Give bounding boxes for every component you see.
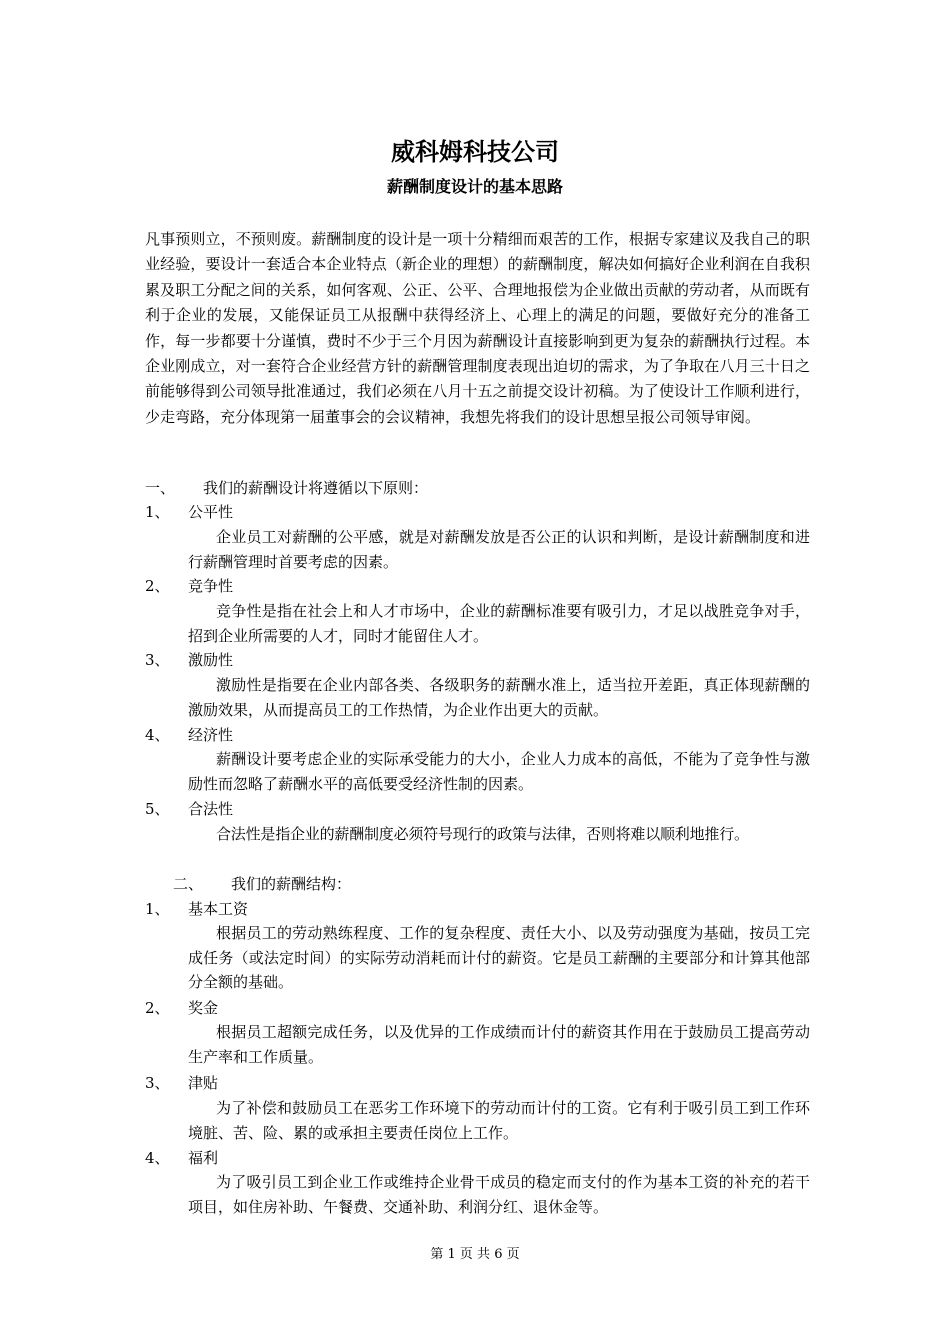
item-number: 4、 — [145, 726, 170, 744]
item-number: 4、 — [145, 1149, 170, 1167]
item-label: 公平性 — [188, 503, 234, 521]
item-description: 合法性是指企业的薪酬制度必须符号现行的政策与法律，否则将难以顺利地推行。 — [216, 825, 749, 843]
item-description: 根据员工的劳动熟练程度、工作的复杂程度、责任大小、以及劳动强度为基础，按员工完成任务（或法定时间）的实际劳动消耗而计付的薪资。它是员工薪酬的主要部分和计算其他部分全额的基础。 — [188, 924, 810, 992]
intro-paragraph: 凡事预则立，不预则废。薪酬制度的设计是一项十分精细而艰苦的工作，根据专家建议及我自己的职业经验，要设计一套适合本企业特点（新企业的理想）的薪酬制度，解决如何搞好企业利润在自我积累及职工分配之间的关系，如何客观、公正、公平、合理地报偿为企业做出贡献的劳动者，从而既有利于企业的发展，又能保证员工从报酬中获得经济上、心理上的满足的问题，要做好充分的准备工作，每一步都要十分谨慎，费时不少于三个月因为薪酬设计直接影响到更为复杂的薪酬执行过程。本企业刚成立，对一套符合企业经营方针的薪酬管理制度表现出迫切的需求，为了争取在八月三十日之前能够得到公司领导批准通过，我们必须在八月十五之前提交设计初稿。为了使设计工作顺利进行，少走弯路，充分体现第一届董事会的会议精神，我想先将我们的设计思想呈报公司领导审阅。 — [145, 230, 810, 426]
item-description: 根据员工超额完成任务，以及优异的工作成绩而计付的薪资其作用在于鼓励员工提高劳动生产率和工作质量。 — [188, 1023, 810, 1066]
list-item — [145, 897, 248, 921]
list-item — [145, 723, 233, 747]
item-number: 2、 — [145, 999, 170, 1017]
section-heading-structure — [173, 872, 351, 896]
list-item — [145, 500, 233, 524]
item-label: 奖金 — [188, 999, 219, 1017]
item-description: 企业员工对薪酬的公平感，就是对薪酬发放是否公正的认识和判断，是设计薪酬制度和进行薪酬管理时首要考虑的因素。 — [188, 528, 810, 571]
list-item — [145, 574, 233, 598]
list-item — [145, 1071, 218, 1095]
item-description: 激励性是指要在企业内部各类、各级职务的薪酬水准上，适当拉开差距，真正体现薪酬的激励效果，从而提高员工的工作热情，为企业作出更大的贡献。 — [188, 676, 810, 719]
item-label: 津贴 — [188, 1074, 219, 1092]
item-number: 1、 — [145, 503, 170, 521]
item-number: 2、 — [145, 577, 170, 595]
document-title: 威科姆科技公司 — [391, 138, 559, 166]
list-item — [145, 797, 233, 821]
item-number: 3、 — [145, 651, 170, 669]
item-description: 竞争性是指在社会上和人才市场中，企业的薪酬标准要有吸引力，才足以战胜竞争对手，招到企业所需要的人才，同时才能留住人才。 — [188, 602, 810, 645]
section-heading-principles — [145, 476, 428, 500]
item-label: 基本工资 — [188, 900, 249, 918]
document-subtitle: 薪酬制度设计的基本思路 — [386, 177, 563, 196]
item-number: 1、 — [145, 900, 170, 918]
item-label: 激励性 — [188, 651, 234, 669]
section-number: 二、 — [173, 875, 204, 893]
item-number: 3、 — [145, 1074, 170, 1092]
item-description: 为了补偿和鼓励员工在恶劣工作环境下的劳动而计付的工资。它有利于吸引员工到工作环境脏、苦、险、累的或承担主要责任岗位上工作。 — [188, 1099, 810, 1142]
item-description: 薪酬设计要考虑企业的实际承受能力的大小，企业人力成本的高低，不能为了竞争性与激励性而忽略了薪酬水平的高低要受经济性制的因素。 — [188, 750, 810, 793]
section-title: 我们的薪酬设计将遵循以下原则： — [203, 479, 429, 497]
item-label: 福利 — [188, 1149, 219, 1167]
list-item — [145, 1146, 218, 1170]
item-number: 5、 — [145, 800, 170, 818]
item-label: 经济性 — [188, 726, 234, 744]
list-item — [145, 996, 218, 1020]
section-title: 我们的薪酬结构： — [231, 875, 352, 893]
page-number-footer: 第 1 页 共 6 页 — [430, 1247, 520, 1262]
item-label: 合法性 — [188, 800, 234, 818]
item-label: 竞争性 — [188, 577, 234, 595]
section-number: 一、 — [145, 479, 176, 497]
list-item — [145, 648, 233, 672]
item-description: 为了吸引员工到企业工作或维持企业骨干成员的稳定而支付的作为基本工资的补充的若干项目，如住房补助、午餐费、交通补助、利润分红、退休金等。 — [188, 1173, 810, 1216]
